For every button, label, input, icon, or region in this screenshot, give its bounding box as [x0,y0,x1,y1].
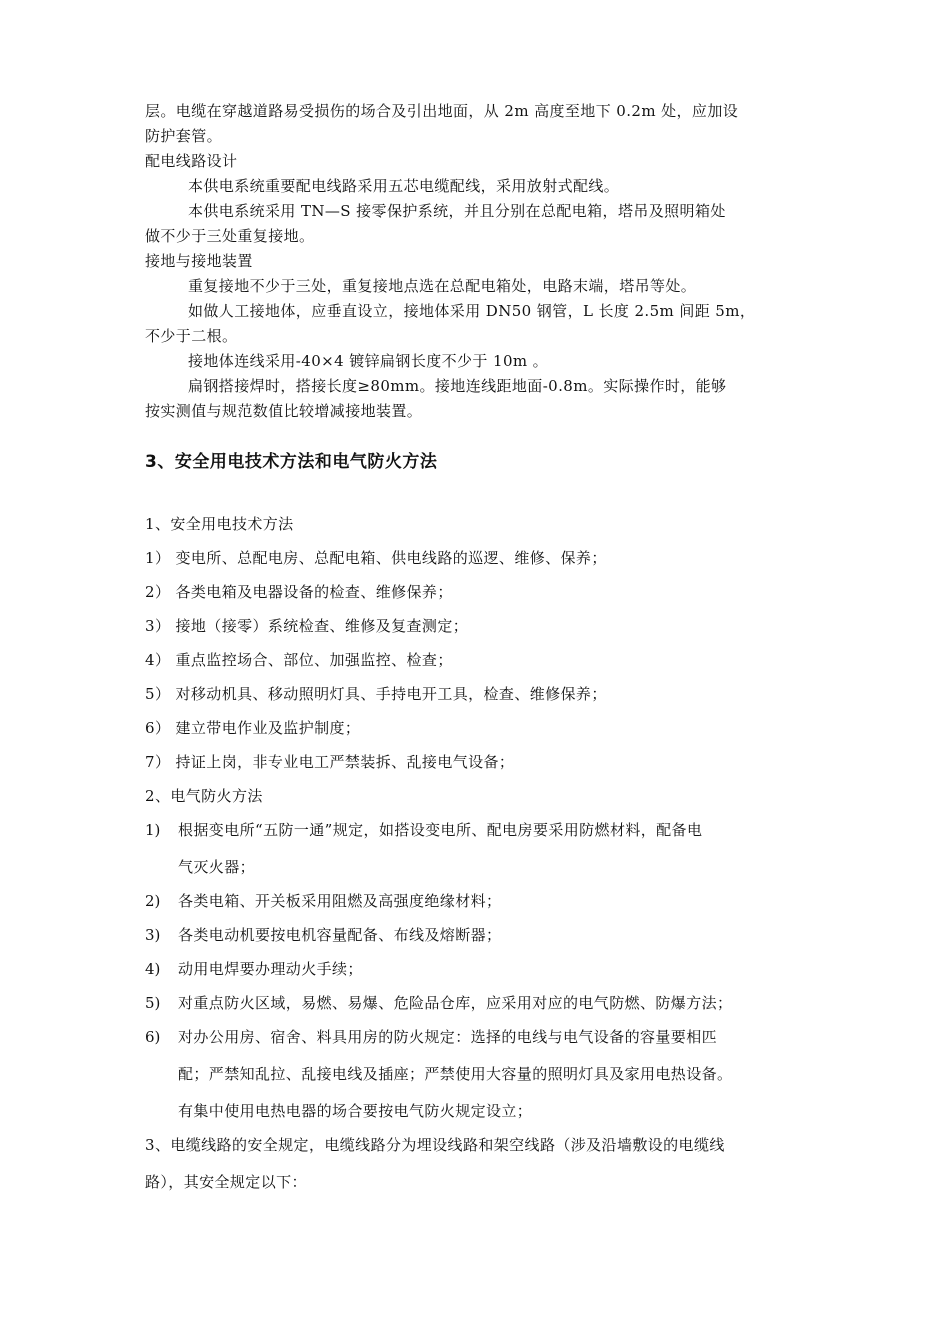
list-item-text: 动用电焊要办理动火手续； [178,960,363,978]
list-item: 5） 对移动机具、移动照明灯具、手持电开工具，检查、维修保养； [145,685,607,703]
list-number: 6) [145,1028,161,1046]
list-item-continuation: 配；严禁知乱拉、乱接电线及插座；严禁使用大容量的照明灯具及家用电热设备。 [178,1065,733,1083]
list-item: 4） 重点监控场合、部位、加强监控、检查； [145,651,453,669]
list-item-text: 各类电箱、开关板采用阻燃及高强度绝缘材料； [178,892,502,910]
list-number: 5) [145,994,161,1012]
list-number: 2) [145,892,161,910]
subheading-grounding: 接地与接地装置 [145,252,253,270]
list-item-text: 对重点防火区域，易燃、易爆、危险品仓库，应采用对应的电气防燃、防爆方法； [178,994,733,1012]
list-number: 1) [145,821,161,839]
list-number: 4) [145,960,161,978]
paragraph-line: 层。电缆在穿越道路易受损伤的场合及引出地面，从 2m 高度至地下 0.2m 处，应加设 [145,102,739,120]
subheading-distribution: 配电线路设计 [145,152,238,170]
paragraph-line: 防护套管。 [145,127,223,145]
paragraph-line: 扁钢搭接焊时，搭接长度≥80mm。接地连线距地面-0.8m。实际操作时，能够 [188,377,727,395]
list-item-text: 各类电动机要按电机容量配备、布线及熔断器； [178,926,502,944]
subsection-title: 1、安全用电技术方法 [145,515,294,533]
list-item: 6） 建立带电作业及监护制度； [145,719,361,737]
paragraph-line: 如做人工接地体，应垂直设立，接地体采用 DN50 钢管，L 长度 2.5m 间距 5m， [188,302,756,320]
subsection-title: 2、电气防火方法 [145,787,263,805]
paragraph-line: 按实测值与规范数值比较增减接地装置。 [145,402,423,420]
paragraph-line: 本供电系统采用 TN—S 接零保护系统，并且分别在总配电箱，塔吊及照明箱处 [188,202,726,220]
paragraph-line: 不少于二根。 [145,327,238,345]
section-title: 3、安全用电技术方法和电气防火方法 [145,452,438,472]
list-item: 2） 各类电箱及电器设备的检查、维修保养； [145,583,453,601]
paragraph-line: 本供电系统重要配电线路采用五芯电缆配线，采用放射式配线。 [188,177,620,195]
list-item-text: 根据变电所“五防一通”规定，如搭设变电所、配电房要采用防燃材料，配备电 [178,821,703,839]
list-item-text: 对办公用房、宿舍、料具用房的防火规定：选择的电线与电气设备的容量要相匹 [178,1028,718,1046]
list-item: 1） 变电所、总配电房、总配电箱、供电线路的巡逻、维修、保养； [145,549,607,567]
list-item: 3） 接地（接零）系统检查、维修及复查测定； [145,617,469,635]
list-item-continuation: 气灭火器； [178,858,256,876]
paragraph-line: 接地体连线采用-40×4 镀锌扁钢长度不少于 10m 。 [188,352,549,370]
paragraph-line: 路），其安全规定以下： [145,1173,307,1191]
paragraph-line: 做不少于三处重复接地。 [145,227,315,245]
list-number: 3) [145,926,161,944]
paragraph-line: 重复接地不少于三处，重复接地点选在总配电箱处，电路末端，塔吊等处。 [188,277,697,295]
list-item-continuation: 有集中使用电热电器的场合要按电气防火规定设立； [178,1102,533,1120]
list-item: 7） 持证上岗，非专业电工严禁装拆、乱接电气设备； [145,753,515,771]
paragraph-line: 3、电缆线路的安全规定，电缆线路分为埋设线路和架空线路（涉及沿墙敷设的电缆线 [145,1136,725,1154]
